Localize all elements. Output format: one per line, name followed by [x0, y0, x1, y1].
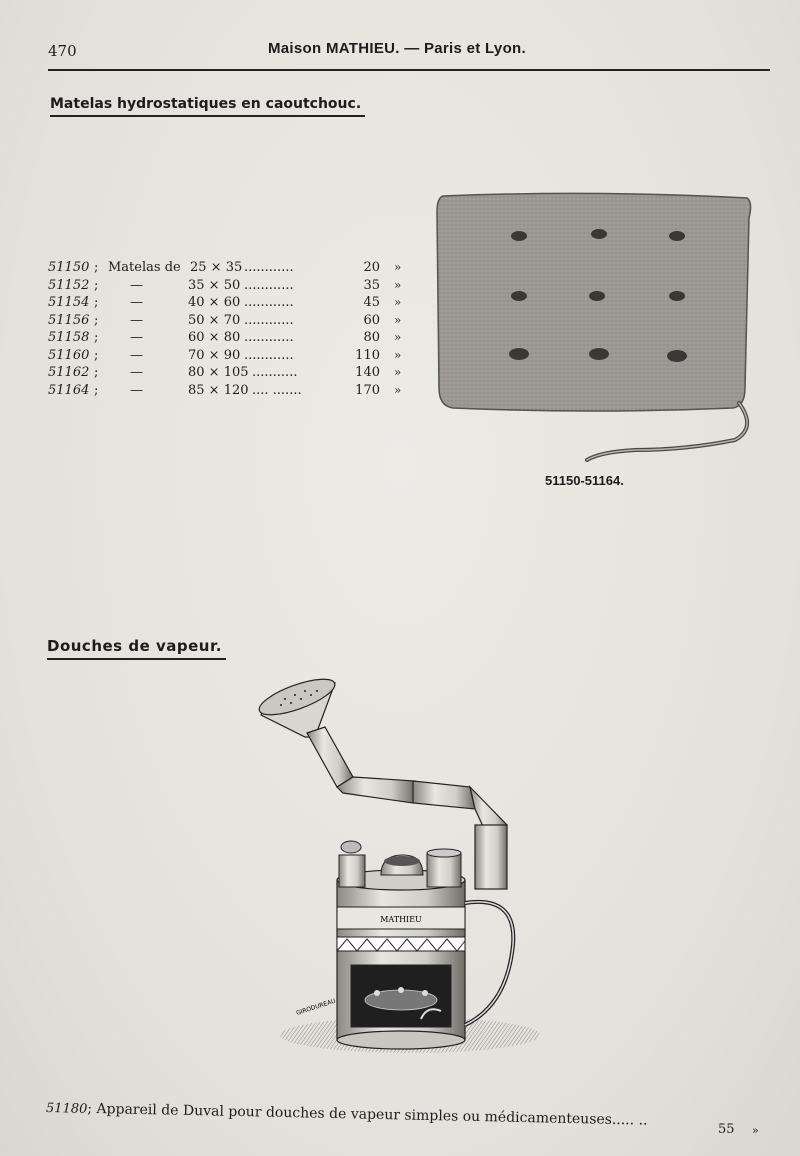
row-separator: ;: [94, 295, 99, 310]
row-price-mark: »: [394, 330, 402, 344]
table-row: [48, 330, 418, 348]
row-label: —: [130, 382, 143, 398]
row-separator: ;: [94, 347, 99, 363]
row-size: 25 × 35: [190, 260, 243, 275]
row-ref: 51152: [48, 277, 90, 293]
row-size: 85 × 120: [188, 382, 249, 398]
page-number: 470: [48, 42, 77, 60]
row-label: —: [130, 295, 143, 310]
row-price: 80: [363, 330, 380, 345]
row-ref: 51150: [48, 260, 90, 275]
row-leader-dots: ............: [244, 260, 294, 275]
row-price-mark: »: [394, 365, 402, 379]
row-ref: 51160: [48, 347, 90, 363]
row-label: Matelas de: [108, 260, 181, 275]
footer-item-price-mark: »: [752, 1124, 759, 1137]
row-price: 170: [355, 382, 380, 398]
row-leader-dots: ............: [244, 277, 294, 293]
footer-item-price: 55: [718, 1122, 735, 1137]
apparatus-label: MATHIEU: [380, 915, 422, 924]
footer-item-ref: 51180: [45, 1101, 88, 1117]
row-leader-dots: ...........: [252, 365, 298, 380]
footer-item-text: ; Appareil de Duval pour douches de vapeur simples ou médicamenteuses..... ..: [87, 1100, 648, 1129]
table-row: [48, 383, 418, 401]
row-price: 45: [363, 295, 380, 310]
row-size: 80 × 105: [188, 365, 249, 380]
row-price-mark: »: [394, 295, 402, 309]
row-label: —: [130, 347, 143, 363]
table-row: [48, 365, 418, 383]
row-price: 60: [363, 312, 380, 328]
row-label: —: [130, 312, 143, 328]
row-price-mark: »: [394, 260, 402, 274]
table-row: [48, 348, 418, 366]
row-separator: ;: [94, 260, 99, 275]
row-ref: 51158: [48, 330, 90, 345]
row-label: —: [130, 277, 143, 293]
header-rule: [48, 69, 770, 71]
row-price-mark: »: [394, 312, 402, 327]
row-leader-dots: ............: [244, 295, 294, 310]
table-row: [48, 295, 418, 313]
row-separator: ;: [94, 312, 99, 328]
row-price: 110: [355, 347, 380, 363]
table-row: [48, 260, 418, 278]
section-title-steam-douche: Douches de vapeur.: [47, 637, 222, 655]
row-size: 50 × 70: [188, 312, 241, 328]
row-price-mark: »: [394, 382, 402, 397]
footer-item-line: [46, 1100, 648, 1129]
row-ref: 51154: [48, 295, 90, 310]
engraver-signature: GIRODUREAU: [295, 997, 337, 1017]
row-size: 70 × 90: [188, 347, 241, 363]
table-row: [48, 278, 418, 296]
row-ref: 51156: [48, 312, 90, 328]
row-separator: ;: [94, 382, 99, 398]
section-title-mattresses: Matelas hydrostatiques en caoutchouc.: [50, 96, 362, 112]
row-ref: 51162: [48, 365, 90, 380]
row-separator: ;: [94, 365, 99, 380]
steam-douche-illustration-icon: [255, 675, 555, 1075]
row-ref: 51164: [48, 382, 90, 398]
row-label: —: [130, 365, 143, 380]
row-label: —: [130, 330, 143, 345]
row-leader-dots: ............: [244, 330, 294, 345]
row-size: 60 × 80: [188, 330, 241, 345]
row-size: 35 × 50: [188, 277, 241, 293]
row-price-mark: »: [394, 347, 402, 362]
figure-caption-mattress: 51150-51164.: [545, 473, 624, 488]
table-row: [48, 313, 418, 331]
row-leader-dots: ............: [244, 347, 294, 363]
row-leader-dots: .... .......: [252, 382, 302, 398]
row-leader-dots: ............: [244, 312, 294, 328]
row-separator: ;: [94, 330, 99, 345]
row-separator: ;: [94, 277, 99, 293]
row-price: 35: [363, 277, 380, 293]
row-price: 20: [363, 260, 380, 275]
price-table: [48, 260, 418, 400]
row-price: 140: [355, 365, 380, 380]
row-price-mark: »: [394, 277, 402, 292]
page-header-title: Maison MATHIEU. — Paris et Lyon.: [268, 40, 526, 57]
mattress-illustration-icon: [435, 188, 755, 473]
row-size: 40 × 60: [188, 295, 241, 310]
